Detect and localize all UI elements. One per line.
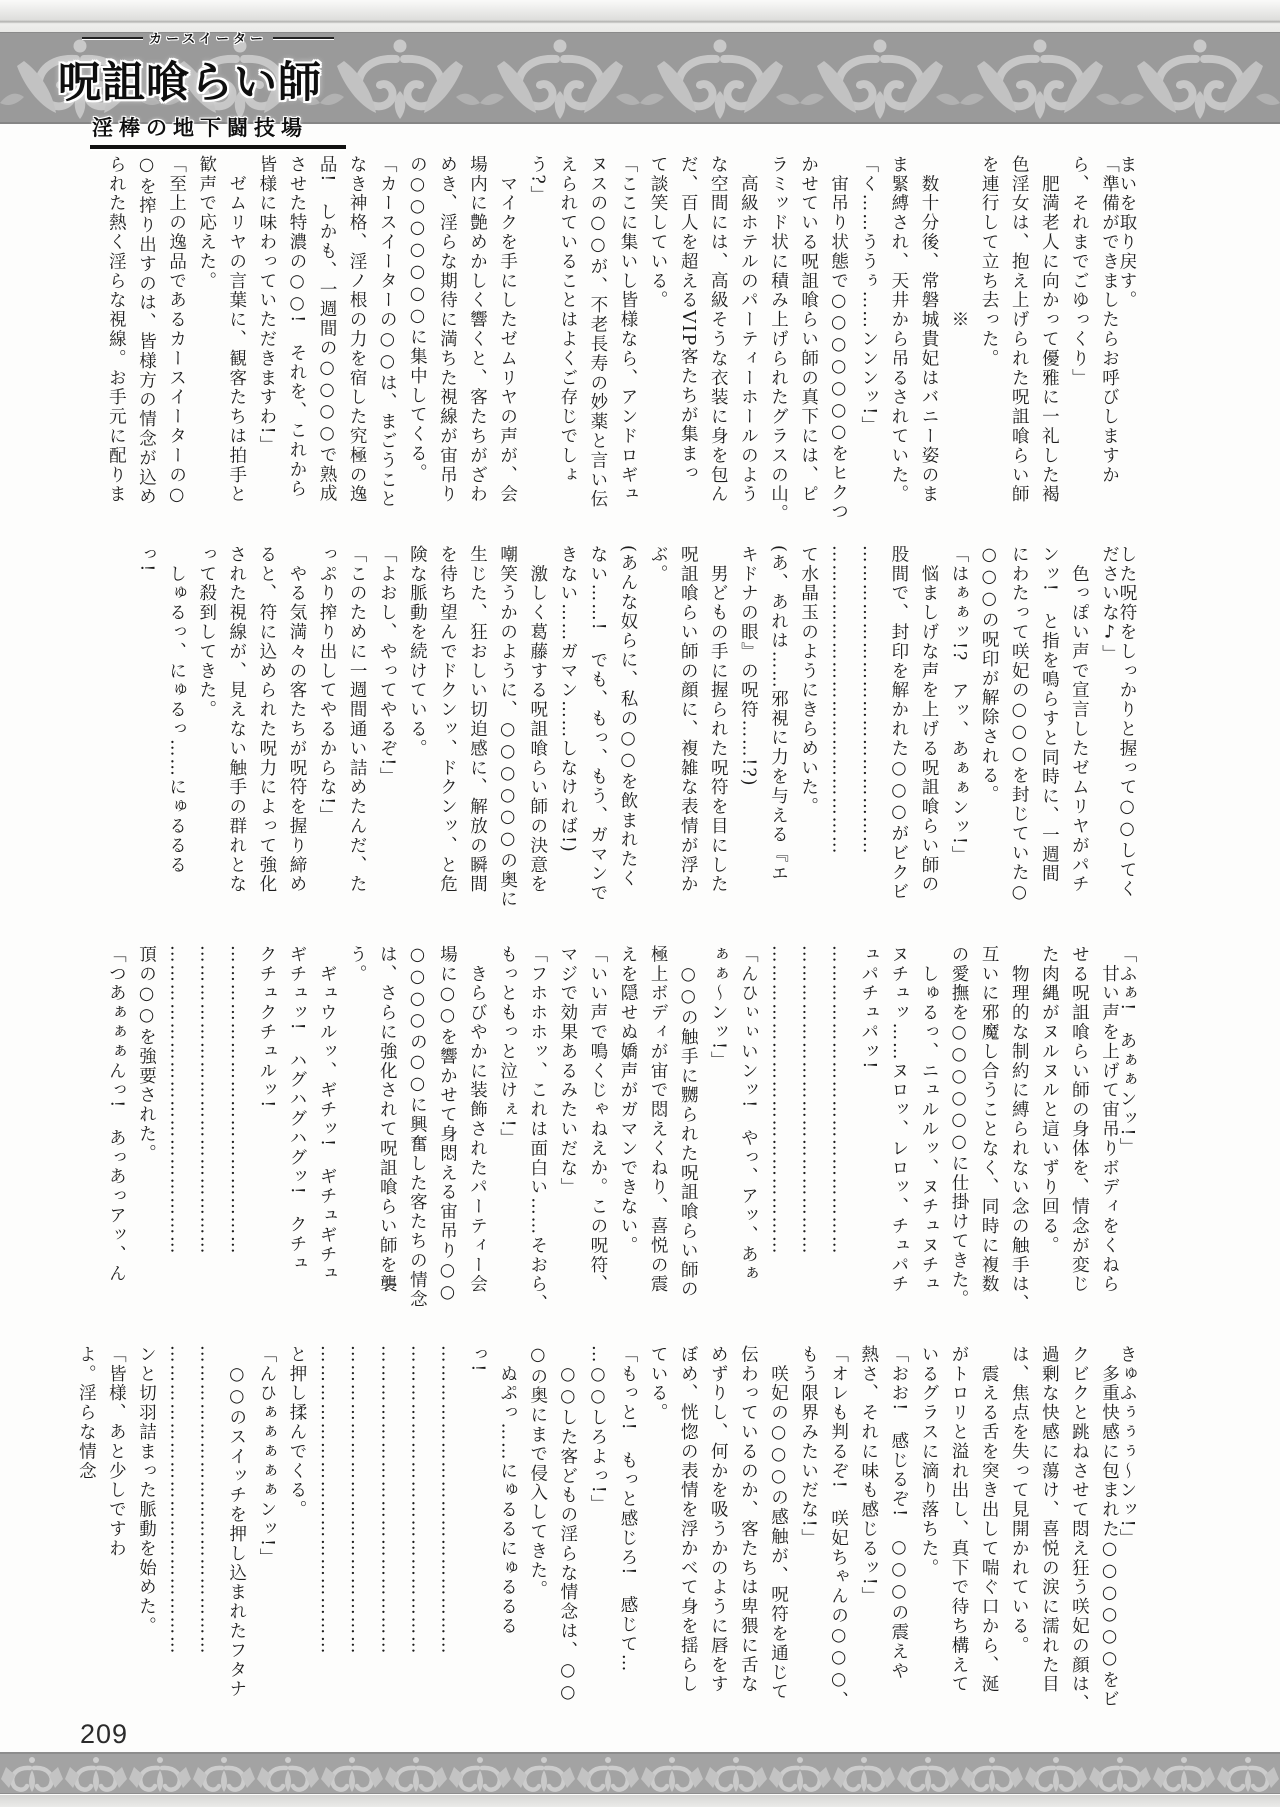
text-column: ださいな♪」 — [1099, 545, 1120, 664]
masthead-subtitle-underline — [90, 145, 346, 149]
text-column: 「ここに集いし皆様なら、アンドロギュ — [618, 155, 638, 505]
text-column: ○○した客どもの淫らな情念は、○○ — [557, 1345, 578, 1705]
text-column: もっともっと泣けぇ!」 — [497, 945, 518, 1148]
text-column: 熱さ、それに味も感じるッ!」 — [858, 1345, 879, 1607]
text-column: っ! — [136, 545, 157, 574]
text-column: めき、淫らな期待に満ちた視線が宙吊り — [437, 155, 458, 505]
text-column: させた特濃の○○! それを、これから — [286, 155, 307, 499]
text-column: 「もっと! もっと感じろ! 感じて… — [618, 1345, 638, 1674]
text-band-4 — [64, 1345, 1135, 1714]
text-column: 「このために一週間通い詰めたんだ、た — [347, 545, 368, 895]
text-column: ○○○の呪印が解除される。 — [979, 545, 1000, 805]
text-column: 咲妃の○○○の感触が、呪符を通じて — [768, 1345, 789, 1702]
text-column: ○の奥にまで侵入してきた。 — [527, 1345, 548, 1600]
text-column: 「ふぁ! あぁぁンッ!」 — [1117, 945, 1137, 1157]
text-column: ぶ。 — [648, 545, 669, 584]
text-column: た肉縄がヌルヌルと這いずり回る。 — [1039, 945, 1060, 1256]
page-number: 209 — [80, 1719, 129, 1749]
ornament-border-bottom-pattern — [0, 1754, 1280, 1793]
text-column: は、さらに強化されて呪詛喰らい師を襲 — [377, 945, 398, 1295]
text-column: ○○のスイッチを押し込まれたフタナ — [226, 1345, 247, 1700]
text-column: を連行して立ち去った。 — [979, 155, 1000, 369]
text-column: マイクを手にしたゼムリヤの声が、会 — [497, 155, 518, 505]
text-column: ら、それまでごゆっくり」 — [1069, 155, 1090, 388]
text-column: って殺到してきた。 — [196, 545, 217, 720]
text-column: ゼムリヤの言葉に、観客たちは拍手と — [226, 155, 247, 505]
text-column: ○を搾り出すのは、皆様方の情念が込め — [136, 155, 157, 507]
text-column: ンと切羽詰まった脈動を始めた。 — [136, 1345, 157, 1636]
text-column: ………………………………………… — [858, 545, 879, 856]
text-column: した呪符をしっかりと握って○○してく — [1117, 545, 1137, 900]
text-column: っぷり搾り出してやるからな!」 — [317, 545, 338, 826]
text-column: しゅるっ、ニュルルッ、ヌチュヌチュ — [918, 945, 939, 1295]
text-column: 場内に艶めかしく響くと、客たちがざわ — [467, 155, 488, 505]
text-column: 高級ホテルのパーティーホールのよう — [738, 155, 759, 505]
text-column: 多重快感に包まれた○○○○○○をビ — [1099, 1345, 1120, 1710]
text-column: 数十分後、常磐城貴妃はバニー姿のま — [918, 155, 939, 505]
text-column: 甘い声を上げて宙吊りボディをくねら — [1099, 945, 1120, 1295]
text-column: がトロリと溢れ出し、真下で待ち構えて — [949, 1345, 970, 1695]
text-column: ま緊縛され、天井から吊るされていた。 — [888, 155, 909, 505]
text-column: 「んひぁぁぁぁぁンッ!」 — [256, 1345, 277, 1568]
text-column: ………………………………………… — [828, 945, 849, 1256]
text-column: せる呪詛喰らい師の身体を、情念が変じ — [1069, 945, 1090, 1295]
text-column: 「オレも判るぞ! 咲妃ちゃんの○○○、 — [828, 1345, 849, 1711]
text-column: 伝わっているのか、客たちは卑猥に舌な — [738, 1345, 759, 1695]
text-column: (あんな奴らに、私の○○を飲まれたく — [618, 545, 638, 889]
text-column: ………………………………………… — [437, 1345, 458, 1656]
text-column: 品! しかも、一週間の○○○○で熟成 — [317, 155, 338, 504]
text-column: キドナの眼』の呪符……!?) — [738, 545, 759, 788]
text-column: 「カースイーターの○○は、まごうこと — [377, 155, 398, 510]
text-column: 「く……ううぅ……ンンンッ!」 — [858, 155, 879, 436]
text-column: 「準備ができましたらお呼びしますか — [1099, 155, 1120, 485]
text-column: 股間で、封印を解かれた○○○がビクビ — [888, 545, 909, 902]
text-column: しゅるっ、にゅるっ……にゅるるる — [166, 545, 187, 875]
masthead-subtitle: 淫棒の地下闘技場 — [92, 115, 308, 140]
text-column: クビクと跳ねさせて悶え狂う咲妃の顔は、 — [1069, 1345, 1090, 1714]
text-column: ギチュッ! ハグハグハグッ! クチュ — [286, 945, 307, 1274]
text-column: て談笑している。 — [648, 155, 669, 311]
text-column: 色淫女は、抱え上げられた呪詛喰らい師 — [1009, 155, 1030, 505]
text-column: 生じた、狂おしい切迫感に、解放の瞬間 — [467, 545, 488, 895]
text-column: めずりし、何かを吸うかのように唇をす — [708, 1345, 729, 1695]
text-column: よ。淫らな情念 — [76, 1345, 97, 1481]
text-column: ンッ! と指を鳴らすと同時に、一週間 — [1039, 545, 1060, 884]
text-column: ヌスの○○が、不老長寿の妙薬と言い伝 — [587, 155, 608, 510]
text-column: …○○しろよっ!」 — [587, 1345, 608, 1515]
text-column: きらびやかに装飾されたパーティー会 — [467, 945, 488, 1295]
text-column: 「至上の逸品であるカースイーターの○ — [166, 155, 187, 507]
text-column: ラミッド状に積み上げられたグラスの山。 — [768, 155, 789, 524]
text-column: ………………………………………… — [798, 945, 819, 1256]
text-column: ぼめ、恍惚の表情を浮かべて身を揺らし — [678, 1345, 699, 1695]
text-column: だ、百人を超えるVIP客たちが集まっ — [678, 155, 699, 484]
masthead — [58, 4, 358, 149]
text-column: ………………………………………… — [166, 945, 187, 1256]
text-column: ぁぁ〜ンッ!」 — [708, 945, 729, 1071]
text-column: えられていることはよくご存じでしょ — [557, 155, 578, 485]
text-column: ○○の触手に嬲られた呪詛喰らい師の — [678, 945, 699, 1300]
text-column: 場に○○を響かせて身悶える宙吊り○○ — [437, 945, 458, 1305]
text-column: 「いい声で鳴くじゃねえか。この呪符、 — [587, 945, 608, 1295]
text-column: きゅふぅぅぅ〜ンッ!」 — [1117, 1345, 1137, 1548]
text-band-2 — [124, 545, 1135, 909]
text-column: ない……! でも、もっ、もう、ガマンで — [587, 545, 608, 904]
text-column: 嘲笑うかのように、○○○○○○の奥に — [497, 545, 518, 910]
text-column: 「皆様、あと少しですわ — [106, 1345, 127, 1559]
text-column: を待ち望んでドクンッ、ドクンッ、と危 — [437, 545, 458, 895]
text-column: ると、符に込められた呪力によって強化 — [256, 545, 277, 895]
text-column: ぬぷっ……にゅるるにゅるるる — [497, 1345, 518, 1636]
text-column: 男どもの手に握られた呪符を目にした — [708, 545, 729, 895]
masthead-title: 呪詛喰らい師 — [58, 58, 322, 108]
text-column: 激しく葛藤する呪詛喰らい師の決意を — [527, 545, 548, 895]
text-column: もう限界みたいだな!」 — [798, 1345, 819, 1548]
text-column: 険な脈動を続けている。 — [407, 545, 428, 759]
text-column: 皆様に味わっていただきますわ!」 — [256, 155, 277, 455]
text-column: ………………………………………… — [226, 945, 247, 1256]
text-column: 震える舌を突き出して喘ぐ口から、涎 — [979, 1345, 1000, 1695]
text-column: 互いに邪魔し合うことなく、同時に複数 — [979, 945, 1000, 1295]
text-column: なき神格、淫ノ根の力を宿した究極の逸 — [347, 155, 368, 505]
text-column: ュパチュパッ! — [858, 945, 879, 1071]
text-column: 肥満老人に向かって優雅に一礼した褐 — [1039, 155, 1060, 505]
text-column: 「フホホホッ、これは面白い……そおら、 — [527, 945, 548, 1314]
furigana-rule-right — [273, 37, 334, 39]
text-column: ………………………………………… — [196, 945, 217, 1256]
text-column: られた熱く淫らな視線。お手元に配りま — [106, 155, 127, 505]
text-column: かせている呪詛喰らい師の真下には、ピ — [798, 155, 819, 505]
text-column: ………………………………………… — [317, 1345, 338, 1656]
text-column: 「つあぁぁぁんっ! あっあっアッ、ん — [106, 945, 127, 1284]
text-column: 過剰な快感に蕩け、喜悦の涙に濡れた目 — [1039, 1345, 1060, 1695]
text-column: 「おお! 感じるぞ! ○○○の震えや — [888, 1345, 909, 1681]
text-column: ………………………………………… — [196, 1345, 217, 1656]
text-column: えを隠せぬ嬌声がガマンできない。 — [618, 945, 638, 1256]
text-column: 物理的な制約に縛られない念の触手は、 — [1009, 945, 1030, 1314]
text-column: な空間には、高級そうな衣装に身を包ん — [708, 155, 729, 505]
text-column: クチュクチュルッ! — [256, 945, 277, 1110]
text-column: 極上ボディが宙で悶えくねり、喜悦の震 — [648, 945, 669, 1295]
text-band-3 — [94, 945, 1135, 1314]
text-column: 色っぽい声で宣言したゼムリヤがパチ — [1069, 545, 1090, 895]
text-column: された視線が、見えない触手の群れとな — [226, 545, 247, 895]
text-column: (あ、あれは……邪視に力を与える『エ — [768, 545, 789, 884]
text-column: ギュウルッ、ギチッ! ギチュギチュ — [317, 945, 338, 1284]
text-column: う。 — [347, 945, 368, 984]
text-column: う?」 — [527, 155, 548, 206]
text-column: ………………………………………… — [407, 1345, 428, 1656]
text-column: 頂の○○を強要された。 — [136, 945, 157, 1164]
text-column: ○○○○の○○に興奮した客たちの情念 — [407, 945, 428, 1310]
text-column: いるグラスに滴り落ちた。 — [918, 1345, 939, 1578]
text-column: と押し揉んでくる。 — [286, 1345, 307, 1520]
text-column: 「んひぃぃいンッ! やっ、アッ、あぁ — [738, 945, 759, 1284]
text-column: は、焦点を失って見開かれている。 — [1009, 1345, 1030, 1656]
text-column: やる気満々の客たちが呪符を握り締め — [286, 545, 307, 895]
text-column: ………………………………………… — [166, 1345, 187, 1656]
text-column: ヌチュッ……ヌロッ、レロッ、チュパチ — [888, 945, 909, 1295]
text-column: の○○○○○○○に集中してくる。 — [407, 155, 428, 483]
text-column: 呪詛喰らい師の顔に、複雑な表情が浮か — [678, 545, 699, 895]
ornament-border-bottom — [0, 1752, 1280, 1794]
text-column: っ! — [467, 1345, 488, 1374]
masthead-title-ruby: カースイーター — [148, 32, 268, 47]
text-column: ………………………………………… — [828, 545, 849, 856]
text-column: 宙吊り状態で○○○○○○○をヒクつ — [828, 155, 849, 522]
masthead-ruby-row — [82, 28, 334, 47]
text-column: 悩ましげな声を上げる呪詛喰らい師の — [918, 545, 939, 895]
text-column: て水晶玉のようにきらめいた。 — [798, 545, 819, 817]
page-bottom-edge — [0, 1795, 1280, 1807]
text-column: マジで効果あるみたいだな」 — [557, 945, 578, 1198]
text-column: ている。 — [648, 1345, 669, 1423]
text-column: ………………………………………… — [377, 1345, 398, 1656]
text-column: にわたって咲妃の○○○を封じていた○ — [1009, 545, 1030, 905]
text-column: 「よおし、やってやるぞ!」 — [377, 545, 398, 787]
text-band-1 — [94, 155, 1135, 524]
text-column: きない……ガマン……しなければ!) — [557, 545, 578, 854]
text-column: ………………………………………… — [768, 945, 789, 1256]
text-column: の愛撫を○○○○○○に仕掛けてきた。 — [949, 945, 970, 1310]
text-column: ※ — [949, 155, 970, 330]
furigana-rule-left — [82, 37, 143, 39]
text-column: 「はぁぁッ!? アッ、あぁぁンッ!」 — [949, 545, 970, 866]
text-column: ………………………………………… — [347, 1345, 368, 1656]
text-column: 歓声で応えた。 — [196, 155, 217, 291]
text-column: まいを取り戻す。 — [1117, 155, 1137, 311]
